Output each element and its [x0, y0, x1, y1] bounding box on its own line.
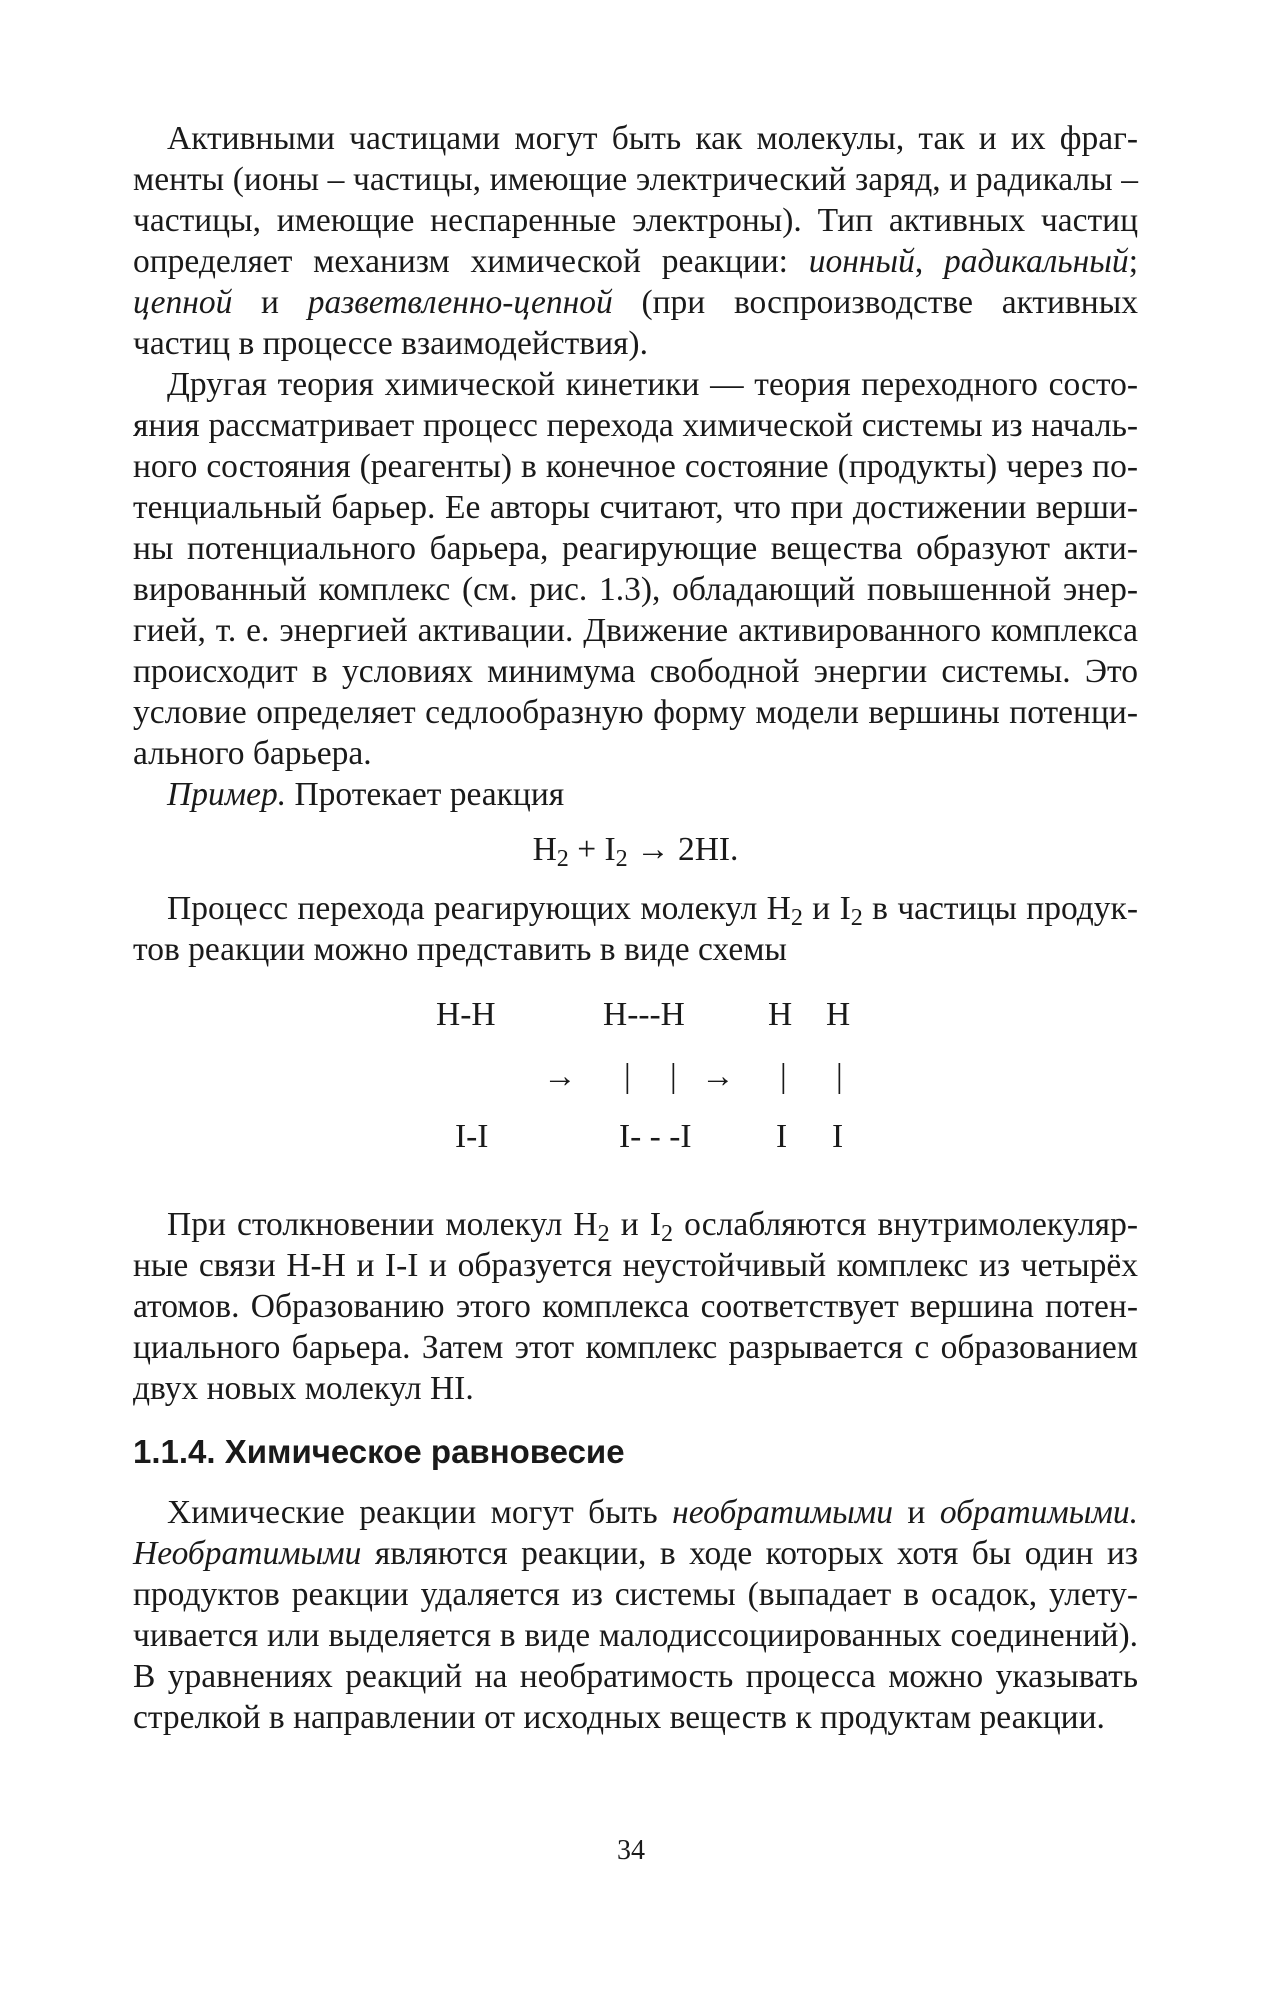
text-run: и I [609, 1206, 661, 1243]
text-run: При столкновении молекул H [167, 1206, 598, 1243]
scheme-i-dash-i: I- - -I [619, 1118, 692, 1155]
reaction-equation [133, 829, 1138, 873]
text-run: ; [1128, 243, 1138, 280]
section-heading: 1.1.4. Химическое равновесие [133, 1433, 625, 1470]
text-run: ослабляются внутримолекулярные связи H-H и I-I и образуется неустойчивый комплекс из четырёх атомов. Образованию этого комплекса соответствует вершина потенциального барьера. Затем этот комплекс разрывается с образованием двух новых молекул HI. [133, 1206, 1138, 1407]
italic-term-branched-chain: разветвленно-цепной [307, 284, 613, 321]
scheme-arrow-1: → [543, 1058, 577, 1095]
italic-term-radical: радикальный [943, 243, 1129, 280]
text-run: и I [802, 890, 851, 927]
paragraph-collision [133, 1204, 1138, 1409]
subscript: 2 [597, 1221, 610, 1248]
page-body [133, 118, 1138, 1738]
text-run: Активными частицами могут быть как молекулы, так и их фрагменты (ионы – частицы, имеющие электрический заряд, и радикалы – частицы, имеющие неспаренные электроны). Тип активных частиц определяет механизм химической реакции: [133, 120, 1138, 280]
scheme-i-right: I [832, 1118, 844, 1155]
scheme-bond-right: | [670, 1058, 677, 1095]
eq-subscript: 2 [556, 846, 569, 873]
text-run: Процесс перехода реагирующих молекул H [167, 890, 791, 927]
paragraph-irreversible [133, 1492, 1138, 1738]
subscript: 2 [660, 1221, 674, 1248]
text-run: в частицы продуктов реакции можно представить в виде схемы [133, 890, 1138, 968]
subscript: 2 [850, 905, 863, 932]
scheme-arrow-2: → [701, 1058, 735, 1095]
example-label: Пример. [167, 776, 287, 813]
italic-term-irreversible: необратимыми [672, 1494, 893, 1531]
text-run: Химические реакции могут быть [167, 1494, 673, 1531]
text-run: , [914, 243, 944, 280]
reaction-scheme [133, 994, 1138, 1184]
paragraph-active-particles [133, 118, 1138, 364]
text-run: являются реакции, в ходе которых хотя бы один из продуктов реакции удаляется из системы (выпадает в осадок, улетучивается или выделяется в виде малодиссоциированных соединений). В уравнениях реакций на необратимость процесса можно указывать стрелкой в направлении от исходных веществ к продуктам реакции. [133, 1535, 1138, 1736]
scheme-h-right: H [826, 996, 851, 1033]
italic-term-chain: цепной [133, 284, 233, 321]
scheme-i-i: I-I [455, 1118, 489, 1155]
eq-part: + I [568, 831, 616, 868]
eq-part: H [532, 831, 557, 868]
text-run: и [232, 284, 308, 321]
text-run: (при воспроизводстве активных частиц в процессе взаимодействия). [133, 284, 1138, 362]
scheme-bond-product-right: | [836, 1058, 843, 1095]
scheme-h-left: H [768, 996, 793, 1033]
italic-term-reversible: обратимыми. [939, 1494, 1138, 1531]
scheme-bond-left: | [624, 1058, 631, 1095]
scheme-i-left: I [776, 1118, 788, 1155]
paragraph-example [133, 774, 1138, 815]
page-number: 34 [617, 1835, 645, 1866]
paragraph-transition-process [133, 888, 1138, 970]
subscript: 2 [790, 905, 803, 932]
text-run: и [892, 1494, 940, 1531]
scheme-h-dash-h: H---H [603, 996, 685, 1033]
paragraph-transition-state: Другая теория химической кинетики — теория переходного состояния рассматривает процесс перехода химической системы из начального состояния (реагенты) в конечное состояние (продукты) через потенциальный барьер. Ее авторы считают, что при достижении вершины потенциального барьера, реагирующие вещества образуют активированный комплекс (см. рис. 1.3), обладающий повышенной энергией, т. е. энергией активации. Движение активированного комплекса происходит в условиях минимума свободной энергии системы. Это условие определяет седлообразную форму модели вершины потенциального барьера. [133, 366, 1138, 772]
text-run: Протекает реакция [286, 776, 565, 813]
italic-term-ionic: ионный [808, 243, 915, 280]
eq-subscript: 2 [615, 846, 628, 873]
eq-part: → 2HI. [627, 831, 739, 868]
scheme-h-h: H-H [436, 996, 496, 1033]
scheme-bond-product-left: | [780, 1058, 787, 1095]
italic-term-irreversible-2: Необратимыми [133, 1535, 362, 1572]
